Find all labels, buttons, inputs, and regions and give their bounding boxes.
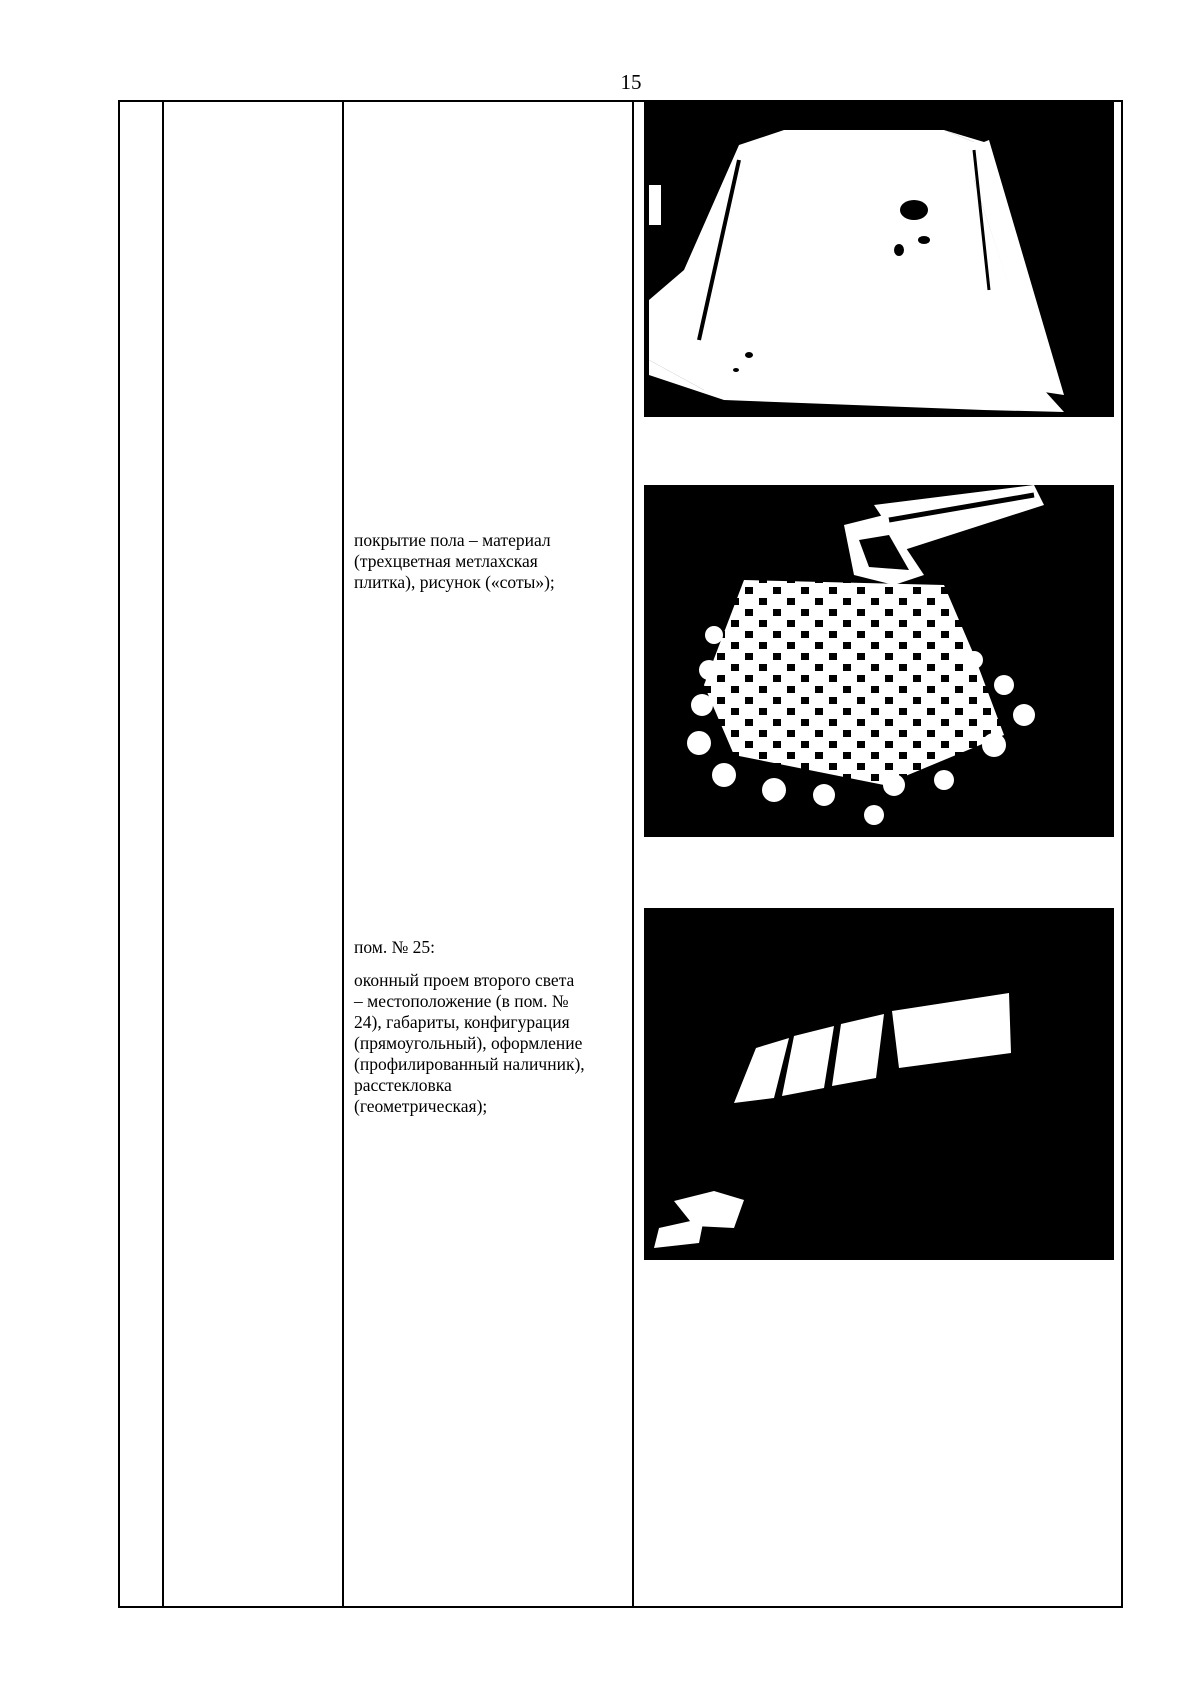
floor-line-2: (трехцветная метлахская: [354, 551, 538, 571]
photo-window-image: [644, 908, 1114, 1260]
table-border-left: [118, 100, 120, 1608]
photo-ceiling-image: [644, 100, 1114, 417]
room-25-line-3: 24), габариты, конфигурация: [354, 1012, 570, 1032]
room-25-heading: пом. № 25:: [354, 937, 436, 957]
room-25-line-1: оконный проем второго света: [354, 970, 575, 990]
floor-line-3: плитка), рисунок («соты»);: [354, 572, 555, 592]
photo-window: [644, 908, 1114, 1260]
room-25-line-4: (прямоугольный), оформление: [354, 1033, 583, 1053]
column-divider-3: [632, 100, 634, 1608]
table-border-bottom: [118, 1606, 1123, 1608]
floor-line-1: покрытие пола – материал: [354, 530, 551, 550]
page-number: 15: [620, 70, 642, 94]
photo-floor-tiles-image: [644, 485, 1114, 837]
room-25-line-6: расстекловка: [354, 1075, 452, 1095]
photo-floor-tiles: [644, 485, 1114, 837]
column-divider-2: [342, 100, 344, 1608]
photo-ceiling: [644, 100, 1114, 417]
room-25-line-7: (геометрическая);: [354, 1096, 488, 1116]
column-divider-1: [162, 100, 164, 1608]
table-border-right: [1121, 100, 1123, 1608]
room-25-line-5: (профилированный наличник),: [354, 1054, 585, 1074]
floor-description: [354, 530, 622, 593]
object-table: [118, 100, 1123, 1608]
room-25-description: [354, 937, 622, 1117]
room-25-line-2: – местоположение (в пом. №: [354, 991, 569, 1011]
